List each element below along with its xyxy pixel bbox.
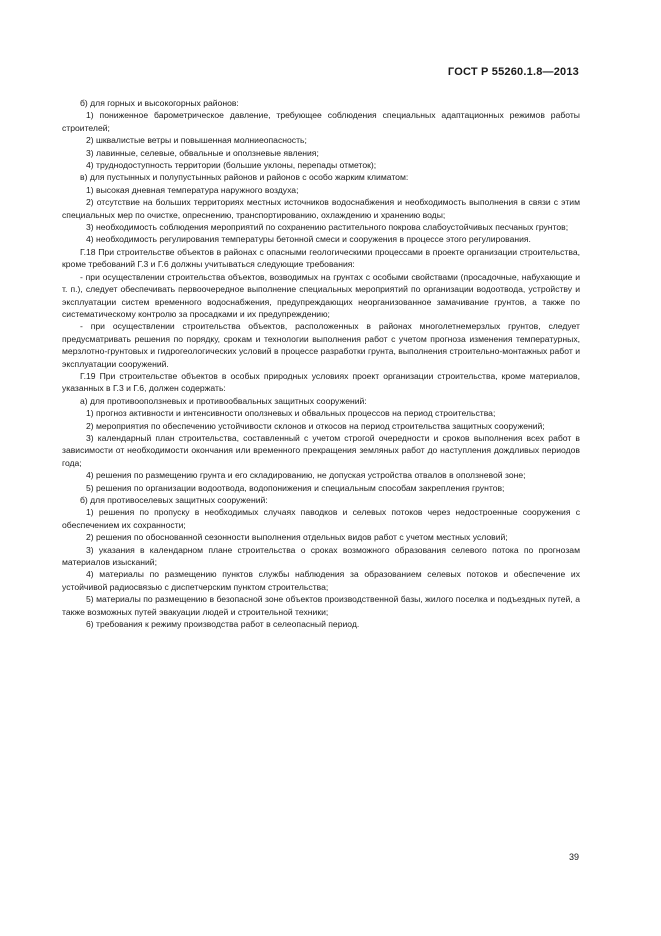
paragraph: 3) лавинные, селевые, обвальные и оползневые явления; [86, 147, 319, 158]
paragraph: - при осуществлении строительства объектов, расположенных в районах многолетнемерзлых грунтов, следует предусматривать решения по порядку, срокам и технологии выполнения работ с учетом прогноза изменения температурных, мерзлотно-грунтовых и гидрогеологических условий в процессе разработки грунта, выполнения строительно-монтажных работ и эксплуатации сооружений. [62, 321, 580, 369]
document-body [62, 97, 580, 630]
paragraph: 3) необходимость соблюдения мероприятий по сохранению растительного покрова слабоустойчивых песчаных грунтов; [86, 222, 569, 233]
paragraph: 2) мероприятия по обеспечению устойчивости склонов и откосов на период строительства защитных сооружений; [86, 420, 545, 431]
paragraph: 4) материалы по размещению пунктов службы наблюдения за образованием селевых потоков и обеспечение их устойчивой радиосвязью с диспетчерским пунктом строительства; [62, 569, 580, 592]
paragraph: 1) решения по пропуску в необходимых случаях паводков и селевых потоков через недостроенные сооружения с обеспечением их сохранности; [62, 507, 580, 530]
paragraph: 2) отсутствие на больших территориях местных источников водоснабжения и необходимость выполнения в связи с этим специальных мер по очистке, опреснению, транспортированию, охлаждению и хранению воды; [62, 197, 580, 220]
paragraph: 4) решения по размещению грунта и его складированию, не допуская устройства отвалов в оползневой зоне; [86, 470, 526, 481]
paragraph: 4) труднодоступность территории (большие уклоны, перепады отметок); [86, 160, 377, 171]
standard-header: ГОСТ Р 55260.1.8—2013 [447, 66, 579, 78]
paragraph: б) для горных и высокогорных районов: [80, 98, 239, 108]
paragraph: б) для противоселевых защитных сооружений: [80, 495, 268, 505]
paragraph: 3) указания в календарном плане строительства о сроках возможного образования селевого потока по прогнозам материалов изысканий; [62, 544, 580, 568]
paragraph: в) для пустынных и полупустынных районов и районов с особо жарким климатом: [80, 172, 409, 183]
paragraph: а) для противооползневых и противообвальных защитных сооружений: [80, 395, 367, 406]
paragraph: 4) необходимость регулирования температуры бетонной смеси и сооружения в процессе этого регулирования. [86, 234, 531, 245]
paragraph: 2) решения по обоснованной сезонности выполнения отдельных видов работ с учетом местных условий; [86, 532, 508, 543]
paragraph: Г.18 При строительстве объектов в районах с опасными геологическими процессами в проекте организации строительства, кроме требований Г.3 и Г.6 должны учитываться следующие требования: [62, 246, 580, 270]
paragraph: 5) материалы по размещению в безопасной зоне объектов производственной базы, жилого поселка и подъездных путей, а также возможных путей эвакуации людей и строительной техники; [62, 594, 580, 617]
paragraph: 1) прогноз активности и интенсивности оползневых и обвальных процессов на период строительства; [86, 408, 496, 419]
page-number: 39 [568, 852, 579, 862]
paragraph: - при осуществлении строительства объектов, возводимых на грунтах с особыми свойствами (просадочные, набухающие и т. п.), следует обеспечивать первоочередное выполнение специальных мероприятий по организации водоотвода, устройству и эксплуатации систем временного водоснабжения, предупреждающих неорганизованное замачивание грунтов, а также по систематическому контролю за просадками и их предупреждению; [62, 271, 580, 319]
paragraph: 2) шквалистые ветры и повышенная молниеопасность; [86, 135, 307, 146]
paragraph: 1) высокая дневная температура наружного воздуха; [86, 184, 299, 195]
paragraph: 5) решения по организации водоотвода, водопонижения и специальным способам закрепления грунтов; [86, 482, 505, 493]
paragraph: 3) календарный план строительства, составленный с учетом строгой очередности и сроков выполнения всех работ в зависимости от необходимости окончания или временного прекращения земляных работ до наступления дождливых периодов года; [62, 432, 580, 468]
paragraph: 6) требования к режиму производства работ в селеопасный период. [86, 619, 360, 630]
paragraph: 1) пониженное барометрическое давление, требующее соблюдения специальных адаптационных режимов работы строителей; [62, 110, 580, 133]
paragraph: Г.19 При строительстве объектов в особых природных условиях проект организации строительства, кроме материалов, указанных в Г.3 и Г.6, должен содержать: [62, 370, 580, 394]
